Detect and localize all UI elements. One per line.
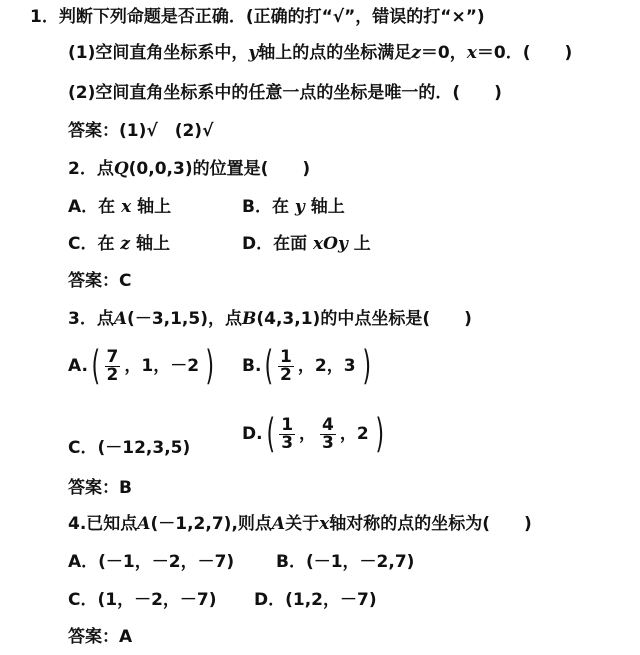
q4-var-x: x <box>319 514 330 534</box>
fraction-denominator: 2 <box>106 364 119 385</box>
right-paren-icon: ) <box>362 343 371 389</box>
comma-separator: ， <box>299 424 317 444</box>
q4-answer-text: 答案：A <box>68 627 133 647</box>
q4-point-a: A <box>137 514 151 534</box>
q3-answer <box>68 477 132 499</box>
q1-p2-text: (2)空间直角坐标系中的任意一点的坐标是唯一的．( ) <box>68 83 502 103</box>
left-paren-icon: ( <box>264 343 274 389</box>
q1-stem-text: 1．判断下列命题是否正确．(正确的打“√”，错误的打“×”) <box>30 7 485 27</box>
q3-stem <box>68 308 472 330</box>
q4-stem-b: (－1,2,7),则点 <box>150 514 272 534</box>
q3-stem-a: 3．点 <box>68 309 114 329</box>
q1-p1-text-c: ＝0， <box>420 43 467 63</box>
q2-option-b-tail: 轴上 <box>310 197 345 217</box>
q3-option-b-fraction <box>278 346 294 385</box>
q2-option-d-text: D．在面 <box>242 234 308 254</box>
q3-option-b <box>242 343 374 389</box>
q2-option-b <box>242 196 345 218</box>
fraction-denominator: 2 <box>280 364 292 385</box>
q3-option-d-rest: ，2 <box>339 424 369 444</box>
q2-option-a-text: A．在 <box>68 197 116 217</box>
q2-option-c-text: C．在 <box>68 234 115 254</box>
q1-proposition-2 <box>68 82 502 104</box>
q1-p1-text-a: (1)空间直角坐标系中， <box>68 43 249 63</box>
q3-stem-b: (－3,1,5)，点 <box>127 309 242 329</box>
fraction-denominator: 3 <box>281 432 294 453</box>
q1-answer-text: 答案：(1)√ (2)√ <box>68 121 214 141</box>
q2-option-d <box>242 233 371 255</box>
q2-answer <box>68 270 131 292</box>
q3-option-a-fraction <box>105 346 121 385</box>
q2-option-a-tail: 轴上 <box>137 197 172 217</box>
fraction-numerator: 4 <box>322 414 334 435</box>
q2-option-a-var: x <box>121 197 132 217</box>
q4-option-b-text: B．(－1，－2,7) <box>276 552 415 572</box>
q3-option-a <box>68 343 218 389</box>
q1-p1-text-b: 轴上的点的坐标满足 <box>258 43 412 63</box>
q1-stem <box>30 6 485 28</box>
q3-option-d-fraction-2 <box>320 414 336 453</box>
q2-option-d-var: xOy <box>313 234 348 254</box>
q4-option-c-text: C．(1，－2，－7) <box>68 590 217 610</box>
q4-option-a <box>68 551 234 573</box>
q2-point-q: Q <box>113 159 129 179</box>
q3-option-a-rest: ，1，－2 <box>124 356 200 376</box>
q3-point-b: B <box>242 309 257 329</box>
q1-p1-text-d: ＝0．( ) <box>476 43 573 63</box>
q3-point-a: A <box>113 309 128 329</box>
q4-option-a-text: A．(－1，－2，－7) <box>68 552 235 572</box>
q1-answer <box>68 120 213 142</box>
q4-stem-d: 轴对称的点的坐标为( ) <box>329 514 532 534</box>
fraction-numerator: 7 <box>106 346 119 367</box>
right-paren-icon: ) <box>205 343 215 389</box>
q2-option-c-tail: 轴上 <box>135 234 170 254</box>
q2-option-c-var: z <box>120 234 131 254</box>
q1-p1-var-z: z <box>411 43 421 63</box>
fraction-numerator: 1 <box>281 414 294 435</box>
fraction-numerator: 1 <box>280 346 292 367</box>
q3-option-c <box>68 437 190 459</box>
left-paren-icon: ( <box>91 343 101 389</box>
q4-option-b <box>276 551 414 573</box>
q3-option-a-label: A. <box>68 356 88 376</box>
q3-option-b-rest: ，2，3 <box>297 356 356 376</box>
q3-option-c-text: C．(－12,3,5) <box>68 438 191 458</box>
q3-option-b-label: B. <box>242 356 262 376</box>
q2-option-b-text: B．在 <box>242 197 289 217</box>
left-paren-icon: ( <box>266 411 275 457</box>
q3-option-d-fraction-1 <box>279 414 295 453</box>
q4-option-d-text: D．(1,2，－7) <box>254 590 377 610</box>
fraction-denominator: 3 <box>322 432 334 453</box>
right-paren-icon: ) <box>375 411 384 457</box>
q4-point-a-2: A <box>271 514 286 534</box>
q1-proposition-1 <box>68 42 572 64</box>
q2-stem-a: 2．点 <box>68 159 114 179</box>
q2-stem <box>68 158 310 180</box>
q2-option-b-var: y <box>294 197 305 217</box>
q3-option-d-label: D. <box>242 424 263 444</box>
q4-stem <box>68 513 532 535</box>
q4-answer <box>68 626 132 648</box>
q2-option-d-tail: 上 <box>353 234 371 254</box>
q1-p1-var-x: x <box>466 43 477 63</box>
q3-stem-c: (4,3,1)的中点坐标是( ) <box>256 309 472 329</box>
q4-stem-a: 4.已知点 <box>68 514 138 534</box>
q2-option-a <box>68 196 171 218</box>
q1-p1-var-y: y <box>248 43 259 63</box>
q4-stem-c: 关于 <box>285 514 320 534</box>
q3-option-d <box>242 411 387 457</box>
q2-stem-b: (0,0,3)的位置是( ) <box>128 159 311 179</box>
q2-option-c <box>68 233 170 255</box>
q4-option-d <box>254 589 377 611</box>
q2-answer-text: 答案：C <box>68 271 132 291</box>
q4-option-c <box>68 589 217 611</box>
q3-answer-text: 答案：B <box>68 478 132 498</box>
